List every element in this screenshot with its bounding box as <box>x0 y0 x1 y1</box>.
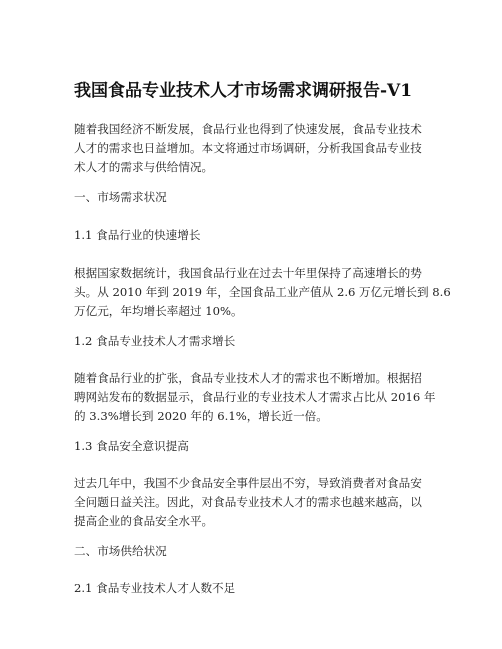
section-heading-market-demand: 一、市场需求状况 <box>74 190 167 204</box>
paragraph-line: 根据国家数据统计，我国食品行业在过去十年里保持了高速增长的势 <box>74 266 422 280</box>
paragraph-line: 的 3.3%增长到 2020 年的 6.1%，增长近一倍。 <box>74 409 328 423</box>
intro-line: 随着我国经济不断发展，食品行业也得到了快速发展，食品专业技术 <box>74 122 422 136</box>
paragraph-line: 万亿元，年均增长率超过 10%。 <box>74 304 243 318</box>
paragraph-line: 头。从 2010 年到 2019 年，全国食品工业产值从 2.6 万亿元增长到 8.6 <box>74 285 451 299</box>
paragraph-line: 全问题日益关注。因此，对食品专业技术人才的需求也越来越高，以 <box>74 495 422 509</box>
subsection-heading-1-1: 1.1 食品行业的快速增长 <box>74 228 201 242</box>
intro-line: 人才的需求也日益增加。本文将通过市场调研，分析我国食品专业技 <box>74 141 422 155</box>
paragraph-1-1 <box>74 264 451 321</box>
paragraph-1-2 <box>74 369 436 426</box>
paragraph-line: 聘网站发布的数据显示，食品行业的专业技术人才需求占比从 2016 年 <box>74 390 436 404</box>
paragraph-1-3 <box>74 474 436 531</box>
subsection-heading-1-2: 1.2 食品专业技术人才需求增长 <box>74 334 236 348</box>
document-title: 我国食品专业技术人才市场需求调研报告-V1 <box>74 81 413 101</box>
paragraph-line: 随着食品行业的扩张，食品专业技术人才的需求也不断增加。根据招 <box>74 371 422 385</box>
subsection-heading-1-3: 1.3 食品安全意识提高 <box>74 439 189 453</box>
intro-paragraph <box>74 120 436 177</box>
paragraph-line: 过去几年中，我国不少食品安全事件层出不穷，导致消费者对食品安 <box>74 476 422 490</box>
section-heading-market-supply: 二、市场供给状况 <box>74 544 167 558</box>
subsection-heading-2-1: 2.1 食品专业技术人才人数不足 <box>74 581 236 595</box>
paragraph-line: 提高企业的食品安全水平。 <box>74 514 214 528</box>
intro-line: 术人才的需求与供给情况。 <box>74 160 214 174</box>
